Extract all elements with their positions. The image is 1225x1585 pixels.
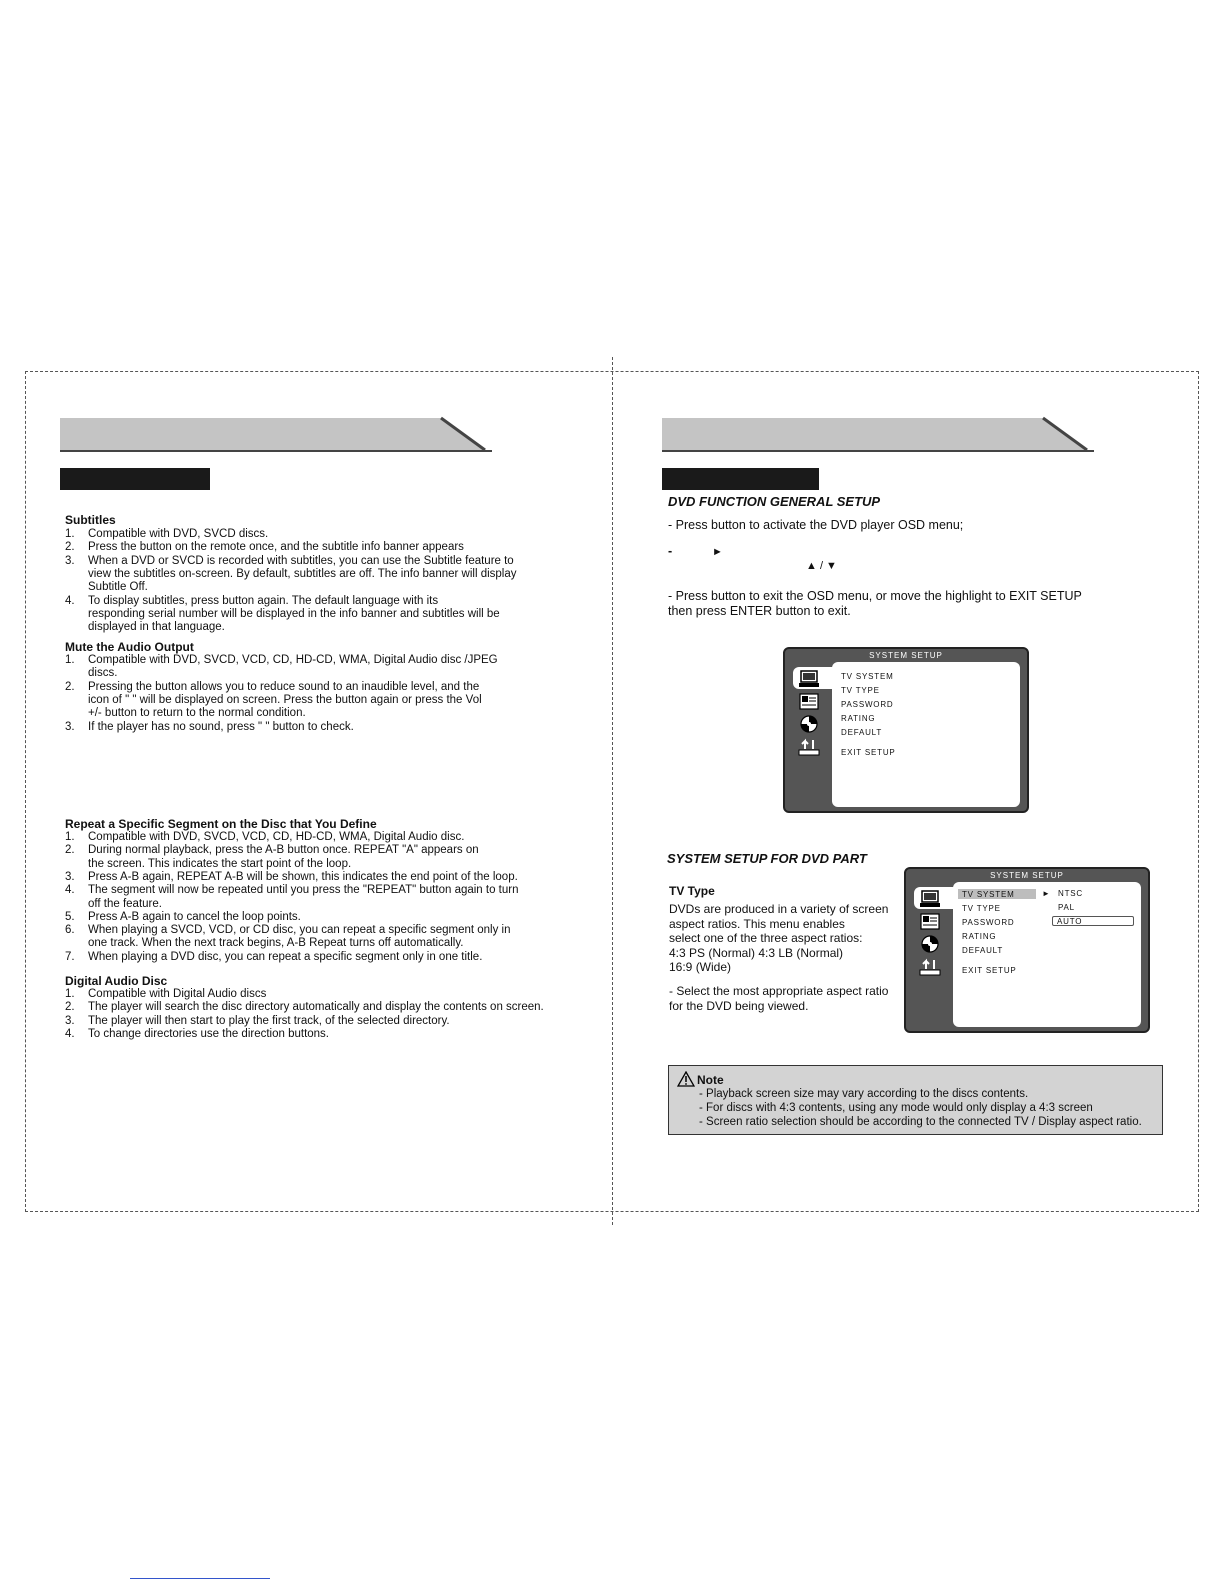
list-item-number: 1.: [65, 831, 75, 843]
menu2-item-tv-system[interactable]: TV SYSTEM: [962, 890, 1015, 899]
tv-type-heading: TV Type: [669, 884, 715, 898]
list-item-line: responding serial number will be displayed in the info banner and subtitles will be: [88, 607, 500, 620]
digital-heading: Digital Audio Disc: [65, 974, 168, 988]
note-line-3: - Screen ratio selection should be according to the connected TV / Display aspect ratio.: [699, 1116, 1142, 1128]
list-item-line: To display subtitles, press button again. The default language with its: [88, 594, 439, 607]
subtitles-heading: Subtitles: [65, 513, 116, 527]
option-pal[interactable]: PAL: [1058, 903, 1075, 912]
mute-heading: Mute the Audio Output: [65, 640, 194, 654]
list-item-line: Pressing the button allows you to reduce sound to an inaudible level, and the: [88, 680, 480, 693]
language-icon: [798, 692, 820, 712]
list-item-line: Compatible with DVD, SVCD, VCD, CD, HD-CD, WMA, Digital Audio disc.: [88, 831, 465, 843]
list-item-number: 4.: [65, 594, 75, 607]
press-activate-line: - Press button to activate the DVD player OSD menu;: [668, 518, 964, 532]
menu1-item-tv-type[interactable]: TV TYPE: [841, 686, 880, 695]
fold-line: [612, 357, 613, 1225]
menu2-arrow-icon: ►: [1042, 889, 1051, 898]
list-item-line: Press A-B again, REPEAT A-B will be shown, this indicates the end point of the loop.: [88, 870, 518, 883]
option-auto[interactable]: AUTO: [1052, 916, 1134, 926]
left-section-tab: [60, 468, 210, 490]
right-section-tab: [662, 468, 819, 490]
list-item-line: When a DVD or SVCD is recorded with subtitles, you can use the Subtitle feature to: [88, 554, 514, 567]
note-line-1: - Playback screen size may vary according to the discs contents.: [699, 1088, 1029, 1100]
system-setup-menu-1: [783, 647, 1029, 813]
repeat-heading: Repeat a Specific Segment on the Disc that You Define: [65, 817, 377, 831]
menu2-item-password[interactable]: PASSWORD: [962, 918, 1015, 927]
list-item-number: 2.: [65, 541, 75, 554]
menu1-item-password[interactable]: PASSWORD: [841, 700, 894, 709]
list-item-line: Subtitle Off.: [88, 581, 148, 594]
list-item-number: 2.: [65, 1001, 75, 1014]
list-item-line: +/- button to return to the normal condition.: [88, 707, 306, 720]
list-item-number: 4.: [65, 884, 75, 897]
arrow-updown-icon: ▲ / ▼: [806, 560, 837, 572]
monitor-icon: [798, 669, 820, 689]
list-item-line: The player will then start to play the first track, of the selected directory.: [88, 1014, 450, 1027]
list-item-line: Compatible with DVD, SVCD, VCD, CD, HD-CD, WMA, Digital Audio disc /JPEG: [88, 654, 498, 666]
list-item-number: 3.: [65, 554, 75, 567]
note-line-2: - For discs with 4:3 contents, using any mode would only display a 4:3 screen: [699, 1102, 1093, 1114]
list-item-line: When playing a SVCD, VCD, or CD disc, you can repeat a specific segment only in: [88, 924, 511, 937]
text-line: DVDs are produced in a variety of screen: [669, 902, 889, 916]
list-item-line: one track. When the next track begins, A-B Repeat turns off automatically.: [88, 937, 464, 950]
menu1-item-exit-setup[interactable]: EXIT SETUP: [841, 748, 896, 757]
text-line: - Select the most appropriate aspect ratio: [669, 984, 889, 998]
right-header-banner: [662, 418, 1042, 450]
arrow-right-icon: ►: [712, 546, 723, 558]
text-line: aspect ratios. This menu enables: [669, 916, 845, 931]
list-item-line: Press the button on the remote once, and the subtitle info banner appears: [88, 541, 464, 554]
exit-setup-icon: [919, 957, 941, 977]
list-item-number: 1.: [65, 654, 75, 666]
list-item-number: 6.: [65, 924, 75, 937]
list-item-number: 1.: [65, 528, 75, 540]
list-item-line: displayed in that language.: [88, 621, 225, 634]
list-item-line: Compatible with Digital Audio discs: [88, 988, 267, 1000]
text-line: select one of the three aspect ratios:: [669, 931, 863, 945]
list-item-line: Compatible with DVD, SVCD discs.: [88, 528, 269, 540]
list-item-line: If the player has no sound, press " " button to check.: [88, 720, 354, 733]
right-header-underline: [662, 450, 1094, 452]
list-item-number: 4.: [65, 1027, 75, 1040]
list-item-number: 7.: [65, 950, 75, 963]
system-setup-menu-2: [904, 867, 1150, 1033]
text-line: 16:9 (Wide): [669, 960, 732, 974]
list-item-line: view the subtitles on-screen. By default, subtitles are off. The info banner will display: [88, 567, 517, 580]
list-item-number: 5.: [65, 910, 75, 923]
list-item-number: 3.: [65, 1014, 75, 1027]
menu2-item-exit-setup[interactable]: EXIT SETUP: [962, 966, 1017, 975]
left-header-slant: [435, 416, 495, 452]
list-item-number: 1.: [65, 988, 75, 1000]
list-item-line: The player will search the disc directory automatically and display the contents on screen.: [88, 1001, 544, 1014]
disc-icon: [919, 934, 941, 954]
monitor-icon: [919, 889, 941, 909]
option-ntsc[interactable]: NTSC: [1058, 889, 1083, 898]
list-item-line: off the feature.: [88, 897, 162, 910]
list-item-line: The segment will now be repeated until you press the "REPEAT" button again to turn: [88, 884, 519, 897]
list-item-line: the screen. This indicates the start point of the loop.: [88, 857, 352, 870]
disc-icon: [798, 714, 820, 734]
left-header-underline: [60, 450, 492, 452]
list-item-line: During normal playback, press the A-B button once. REPEAT "A" appears on: [88, 844, 479, 857]
press-exit-line: - Press button to exit the OSD menu, or move the highlight to EXIT SETUP: [668, 589, 1082, 603]
text-line: for the DVD being viewed.: [669, 999, 809, 1013]
list-item-number: 2.: [65, 680, 75, 693]
menu1-title: SYSTEM SETUP: [869, 651, 943, 660]
note-box: [668, 1065, 1163, 1135]
list-item-number: 3.: [65, 870, 75, 883]
menu2-item-tv-type[interactable]: TV TYPE: [962, 904, 1001, 913]
note-title: Note: [697, 1073, 724, 1087]
left-header-banner: [60, 418, 440, 450]
bottom-link-underline: [130, 1578, 270, 1579]
list-item-number: 2.: [65, 844, 75, 857]
list-item-line: Press A-B again to cancel the loop points.: [88, 910, 301, 923]
exit-setup-icon: [798, 737, 820, 757]
text-line: 4:3 PS (Normal) 4:3 LB (Normal): [669, 945, 844, 960]
menu1-item-rating[interactable]: RATING: [841, 714, 876, 723]
menu1-item-default[interactable]: DEFAULT: [841, 728, 883, 737]
press-enter-line: then press ENTER button to exit.: [668, 604, 851, 618]
list-item-line: When playing a DVD disc, you can repeat a specific segment only in one title.: [88, 950, 483, 963]
menu2-item-rating[interactable]: RATING: [962, 932, 997, 941]
system-setup-heading: SYSTEM SETUP FOR DVD PART: [667, 851, 867, 866]
list-item-number: 3.: [65, 720, 75, 733]
general-setup-heading: DVD FUNCTION GENERAL SETUP: [668, 494, 881, 509]
menu1-item-tv-system[interactable]: TV SYSTEM: [841, 672, 894, 681]
list-item-line: discs.: [88, 667, 118, 680]
dash-mark: -: [668, 544, 673, 558]
menu2-item-default[interactable]: DEFAULT: [962, 946, 1004, 955]
language-icon: [919, 912, 941, 932]
warning-icon: [677, 1071, 695, 1087]
right-header-slant: [1037, 416, 1097, 452]
menu2-title: SYSTEM SETUP: [990, 871, 1064, 880]
list-item-line: icon of " " will be displayed on screen. Press the button again or press the Vol: [88, 693, 482, 706]
list-item-line: To change directories use the direction buttons.: [88, 1027, 330, 1040]
